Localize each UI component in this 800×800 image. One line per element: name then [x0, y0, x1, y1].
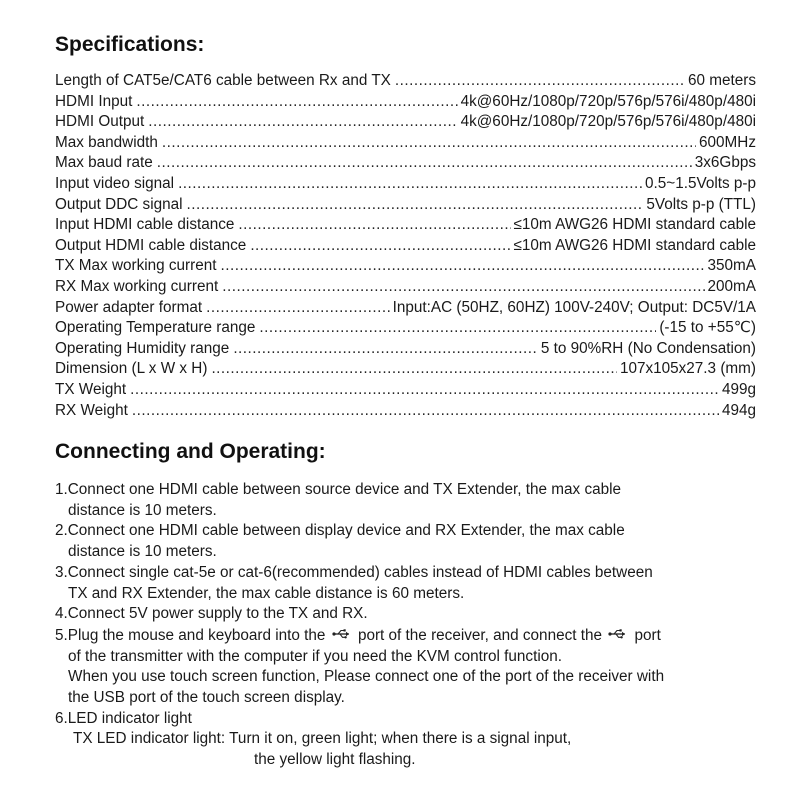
spec-row — [55, 236, 756, 257]
leader-dots — [148, 112, 457, 133]
step-line: distance is 10 meters. — [68, 501, 217, 519]
spec-label: HDMI Input — [55, 92, 133, 110]
step-line: distance is 10 meters. — [68, 543, 217, 561]
spec-label: Input video signal — [55, 174, 175, 192]
step-line: 6.LED indicator light — [55, 709, 192, 727]
leader-dots — [157, 153, 692, 174]
spec-value: Input:AC (50HZ, 60HZ) 100V-240V; Output: DC5V/1A — [392, 298, 756, 316]
spec-value: 107x105x27.3 (mm) — [619, 360, 756, 378]
spec-row — [55, 92, 756, 113]
leader-dots — [211, 359, 617, 380]
spec-value: 60 meters — [687, 72, 756, 89]
spec-label: Max baud rate — [55, 154, 153, 172]
spec-row — [55, 71, 756, 92]
step-line: 4.Connect 5V power supply to the TX and RX. — [55, 605, 368, 623]
spec-row — [55, 277, 756, 298]
spec-value: 3x6Gbps — [694, 154, 756, 172]
spec-label: Power adapter format — [55, 298, 203, 316]
step-2 — [55, 521, 775, 562]
spec-row — [55, 174, 756, 195]
step-text: port of the receiver, and connect the — [357, 626, 602, 644]
spec-row — [55, 256, 756, 277]
spec-row — [55, 318, 756, 339]
spec-row — [55, 112, 756, 133]
operating-steps — [55, 480, 775, 771]
spec-row — [55, 401, 756, 422]
step-line: 2.Connect one HDMI cable between display device and RX Extender, the max cable — [55, 522, 625, 540]
step-1 — [55, 480, 775, 521]
step-line: When you use touch screen function, Please connect one of the port of the receiver with — [68, 668, 665, 686]
connecting-heading: Connecting and Operating: — [55, 440, 326, 463]
spec-value: 4k@60Hz/1080p/720p/576p/576i/480p/480i — [460, 92, 756, 110]
step-line: the USB port of the touch screen display. — [68, 689, 345, 707]
leader-dots — [221, 256, 705, 277]
spec-label: Input HDMI cable distance — [55, 216, 235, 234]
step-line: TX and RX Extender, the max cable distance is 60 meters. — [68, 584, 465, 602]
spec-row — [55, 380, 756, 401]
spec-value: 0.5~1.5Volts p-p — [645, 174, 756, 192]
step-4 — [55, 604, 775, 625]
step-text: port — [634, 626, 661, 644]
leader-dots — [206, 298, 390, 319]
leader-dots — [250, 236, 510, 257]
spec-row — [55, 298, 756, 319]
spec-label: HDMI Output — [55, 113, 145, 131]
step-line: 1.Connect one HDMI cable between source device and TX Extender, the max cable — [55, 481, 622, 498]
step-line: the yellow light flashing. — [254, 751, 416, 769]
spec-value: 5Volts p-p (TTL) — [646, 195, 756, 213]
spec-value: ≤10m AWG26 HDMI standard cable — [513, 236, 756, 254]
spec-value: 494g — [721, 401, 756, 419]
usb-icon — [330, 625, 354, 646]
step-line: 3.Connect single cat-5e or cat-6(recommended) cables instead of HDMI cables between — [55, 563, 653, 581]
usb-icon — [606, 625, 630, 646]
step-line: TX LED indicator light: Turn it on, green light; when there is a signal input, — [73, 730, 572, 748]
spec-label: Operating Temperature range — [55, 319, 256, 337]
spec-label: Output DDC signal — [55, 195, 183, 213]
leader-dots — [233, 339, 538, 360]
spec-value: 4k@60Hz/1080p/720p/576p/576i/480p/480i — [460, 113, 756, 131]
spec-label: Output HDMI cable distance — [55, 236, 247, 254]
specifications-list — [55, 71, 756, 421]
leader-dots — [238, 215, 510, 236]
spec-label: Operating Humidity range — [55, 339, 230, 357]
spec-value: 600MHz — [699, 133, 756, 151]
leader-dots — [222, 277, 704, 298]
leader-dots — [259, 318, 656, 339]
spec-label: RX Weight — [55, 401, 128, 419]
spec-value: 200mA — [707, 277, 756, 295]
step-line: of the transmitter with the computer if you need the KVM control function. — [68, 647, 562, 665]
leader-dots — [178, 174, 642, 195]
spec-label: Max bandwidth — [55, 133, 158, 151]
spec-row — [55, 339, 756, 360]
leader-dots — [136, 92, 457, 113]
step-text: 5.Plug the mouse and keyboard into the — [55, 626, 326, 644]
spec-row — [55, 195, 756, 216]
spec-label: Dimension (L x W x H) — [55, 360, 208, 378]
leader-dots — [130, 380, 719, 401]
step-5 — [55, 625, 775, 709]
spec-label: RX Max working current — [55, 277, 219, 295]
spec-row — [55, 359, 756, 380]
leader-dots — [395, 71, 685, 92]
leader-dots — [162, 133, 696, 154]
spec-label: TX Max working current — [55, 257, 217, 275]
spec-label: TX Weight — [55, 380, 127, 398]
specifications-heading: Specifications: — [55, 33, 205, 56]
spec-label: Length of CAT5e/CAT6 cable between Rx and TX — [55, 72, 391, 89]
spec-value: 350mA — [707, 257, 756, 275]
spec-value: (-15 to +55℃) — [659, 319, 756, 337]
spec-value: 499g — [721, 380, 756, 398]
step-line — [55, 625, 775, 647]
leader-dots — [187, 195, 644, 216]
leader-dots — [132, 401, 719, 422]
spec-row — [55, 153, 756, 174]
spec-row — [55, 215, 756, 236]
spec-value: ≤10m AWG26 HDMI standard cable — [513, 216, 756, 234]
spec-value: 5 to 90%RH (No Condensation) — [540, 339, 756, 357]
step-3 — [55, 563, 775, 604]
step-6 — [55, 709, 775, 771]
spec-row — [55, 133, 756, 154]
